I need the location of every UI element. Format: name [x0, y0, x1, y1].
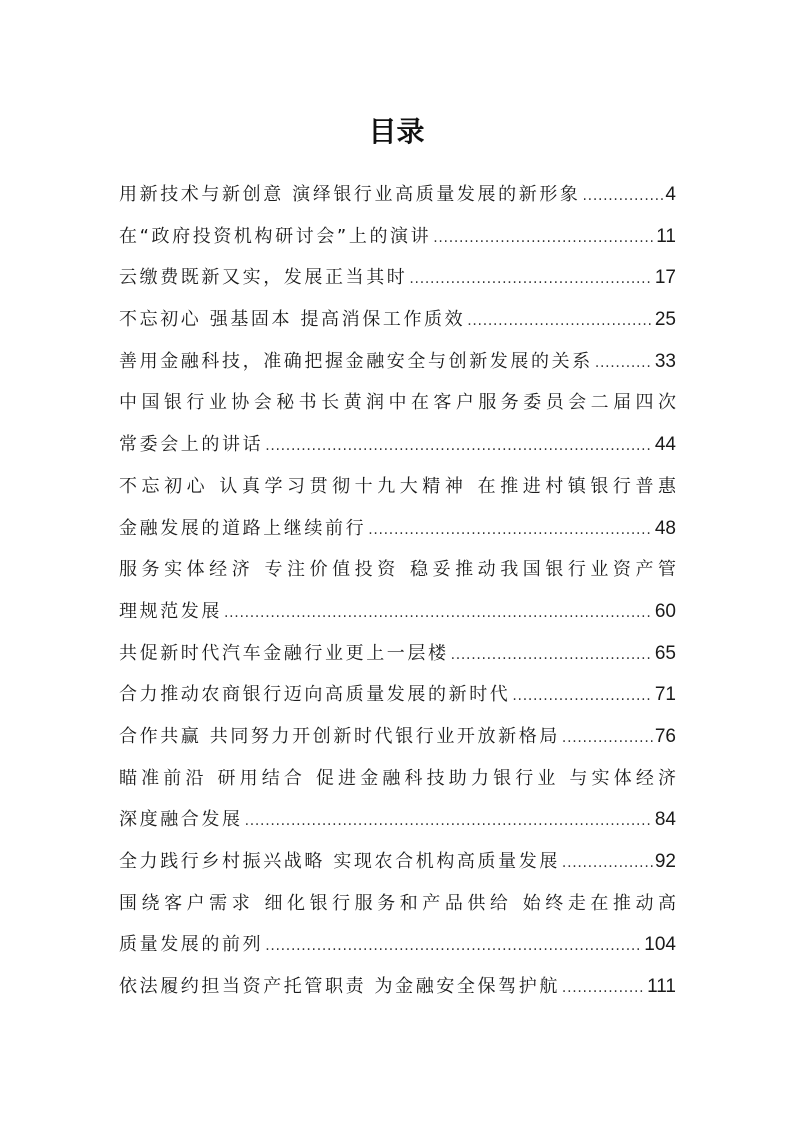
- toc-line: [119, 591, 676, 633]
- toc-entry[interactable]: [119, 174, 676, 216]
- toc-entry-title-line2: 理规范发展: [119, 600, 222, 622]
- toc-page-number: 25: [654, 309, 676, 331]
- table-of-contents: [119, 174, 676, 1008]
- toc-entry[interactable]: [119, 466, 676, 549]
- dot-leader: [245, 801, 653, 841]
- toc-line: [119, 966, 676, 1008]
- toc-page-number: 44: [654, 434, 676, 456]
- toc-page-number: 17: [654, 267, 676, 289]
- toc-line: [119, 174, 676, 216]
- toc-page-number: 48: [654, 517, 676, 539]
- toc-entry[interactable]: [119, 883, 676, 966]
- toc-entry[interactable]: [119, 966, 676, 1008]
- toc-entry-title: 不忘初心 强基固本 提高消保工作质效: [119, 309, 466, 331]
- dot-leader: [467, 301, 653, 341]
- toc-line: [119, 466, 676, 508]
- toc-entry[interactable]: [119, 216, 676, 258]
- toc-page-number: 84: [654, 809, 676, 831]
- dot-leader: [265, 426, 653, 466]
- toc-entry-title-line1: 中国银行业协会秘书长黄润中在客户服务委员会二届四次: [119, 392, 676, 414]
- toc-entry[interactable]: [119, 299, 676, 341]
- dot-leader: [224, 593, 653, 633]
- toc-entry[interactable]: [119, 633, 676, 675]
- toc-entry[interactable]: [119, 257, 676, 299]
- toc-entry-title-line2: 深度融合发展: [119, 809, 243, 831]
- toc-line: [119, 341, 676, 383]
- toc-page-number: 65: [654, 642, 676, 664]
- toc-entry-title: 用新技术与新创意 演绎银行业高质量发展的新形象: [119, 184, 581, 205]
- toc-entry-title-line1: 不忘初心 认真学习贯彻十九大精神 在推进村镇银行普惠: [119, 475, 676, 497]
- toc-line: [119, 758, 676, 800]
- toc-entry-title: 合力推动农商银行迈向高质量发展的新时代: [119, 684, 511, 706]
- dot-leader: [451, 635, 653, 675]
- toc-entry-title-line1: 围绕客户需求 细化银行服务和产品供给 始终走在推动高: [119, 892, 676, 914]
- toc-line: [119, 508, 676, 550]
- toc-entry-title-line2: 金融发展的道路上继续前行: [119, 517, 367, 539]
- toc-entry[interactable]: [119, 716, 676, 758]
- dot-leader: [512, 676, 652, 716]
- toc-line: [119, 633, 676, 675]
- toc-entry-title-line2: 质量发展的前列: [119, 934, 264, 956]
- dot-leader: [583, 176, 664, 216]
- toc-line: [119, 382, 676, 424]
- toc-entry[interactable]: [119, 841, 676, 883]
- dot-leader: [409, 259, 652, 299]
- toc-entry[interactable]: [119, 341, 676, 383]
- toc-page-number: 111: [647, 976, 676, 998]
- toc-line: [119, 299, 676, 341]
- dot-leader: [562, 968, 645, 1008]
- toc-line: [119, 841, 676, 883]
- toc-page-number: 71: [654, 684, 676, 706]
- toc-line: [119, 549, 676, 591]
- toc-entry-title: 云缴费既新又实，发展正当其时: [119, 267, 408, 289]
- toc-entry[interactable]: [119, 382, 676, 465]
- toc-line: [119, 257, 676, 299]
- toc-title: 目录: [368, 115, 425, 148]
- toc-page-number: 11: [656, 225, 676, 247]
- toc-entry-title: 合作共赢 共同努力开创新时代银行业开放新格局: [119, 725, 560, 747]
- toc-entry[interactable]: [119, 674, 676, 716]
- toc-line: [119, 424, 676, 466]
- toc-entry[interactable]: [119, 758, 676, 841]
- toc-page-number: 76: [654, 725, 676, 747]
- toc-entry-title: 依法履约担当资产托管职责 为金融安全保驾护航: [119, 976, 560, 998]
- toc-line: [119, 883, 676, 925]
- toc-page-number: 104: [644, 934, 676, 956]
- toc-entry-title: 共促新时代汽车金融行业更上一层楼: [119, 642, 449, 664]
- toc-entry-title-line1: 服务实体经济 专注价值投资 稳妥推动我国银行业资产管: [119, 559, 676, 581]
- toc-page-number: 33: [654, 350, 676, 372]
- toc-line: [119, 216, 676, 258]
- toc-entry-title-line2: 常委会上的讲话: [119, 434, 264, 456]
- toc-line: [119, 924, 676, 966]
- dot-leader: [368, 510, 653, 550]
- toc-line: [119, 716, 676, 758]
- toc-entry-title: 全力践行乡村振兴战略 实现农合机构高质量发展: [119, 851, 560, 872]
- dot-leader: [265, 926, 642, 966]
- toc-entry-title-line1: 瞄准前沿 研用结合 促进金融科技助力银行业 与实体经济: [119, 767, 676, 789]
- dot-leader: [595, 343, 653, 383]
- dot-leader: [562, 843, 653, 883]
- toc-entry[interactable]: [119, 549, 676, 632]
- toc-page-number: 60: [654, 600, 676, 622]
- toc-page-number: 92: [654, 851, 676, 872]
- toc-entry-title: 善用金融科技，准确把握金融安全与创新发展的关系: [119, 350, 593, 372]
- dot-leader: [562, 718, 653, 758]
- toc-page-number: 4: [665, 184, 676, 205]
- toc-line: [119, 799, 676, 841]
- dot-leader: [433, 218, 654, 258]
- toc-entry-title: 在“政府投资机构研讨会”上的演讲: [119, 225, 432, 247]
- toc-line: [119, 674, 676, 716]
